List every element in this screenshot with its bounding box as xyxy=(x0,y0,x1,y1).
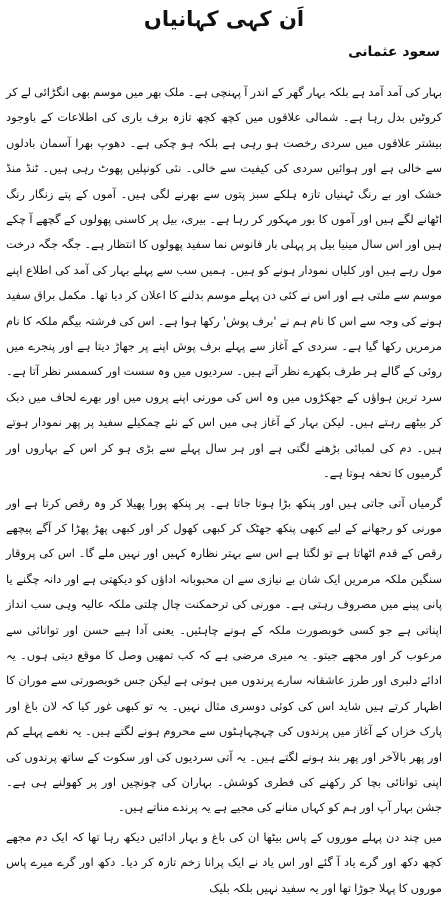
article-paragraph: گرمیاں آتی جاتی ہیں اور پنکھ بڑا ہوتا جاتا ہے۔ پر پنکھ پورا پھیلا کر وہ رقص کرتا ہے اور مورنی کو رجھانے کے لیے کبھی پنکھ جھٹک کر کبھی کھول کر اور کبھی پھڑ پھڑا کر آگے پیچھے رقص کے قدم اٹھاتا ہے تو لگتا ہے اس سے بہتر نظارہ کہیں اور نہیں ملے گا۔ اس کی پروقار سنگین ملکہ مرمریں ایک شان بے نیازی سے ان محبوبانہ اداؤں کو دیکھتی ہے اور دانہ چگنے یا پانی پینے میں مصروف رہتی ہے۔ مورنی کی ترحمکنت چال چلتی ملکہ عالیہ وہی سب انداز اپناتی ہے جو کسی خوبصورت ملکہ کے ہونے چاہئیں۔ یعنی آدا ہیے حسن اور توانائی سے مرعوب کر اور مجھے جیتو۔ یہ میری مرضی ہے کہ کب تمھیں وصل کا موقع دیتی ہوں۔ یہ ادائے دلبری اور طرز عاشقانہ سارے پرندوں میں ہوتی ہے لیکن جس خوبصورتی سے موران کا اظہار کرتے ہیں شاید اس کی کوئی دوسری مثال نہیں۔ یہ تو کبھی غور کیا کہ لان باغ اور پارک خزاں کے آغاز میں پرندوں کی چہچہاہٹوں سے محروم ہونے لگتے ہیں۔ یہ نغمے پہلے کم اور پھر بالآخر اور پھر بند ہونے لگتے ہیں۔ یہ آتی سردیوں کی اور سکوت کے ساتھ پرندوں کی اپنی توانائی بچا کر رکھنے کی فطری کوشش۔ بہاران کی چونچیں اور پر کھولنے ہی ہے۔ جشن بہار آپ اور ہم کو کہاں منانے کی مجیے ہے یہ پرندے مناتے ہیں۔ xyxy=(6,495,442,815)
article-paragraph: بہار کی آمد آمد ہے بلکہ بہار گھر کے اندر آ پہنچی ہے۔ ملک بھر میں موسم بھی انگڑائی لے کر کروٹیں بدل رہا ہے۔ شمالی علاقوں میں کچھ کچھ تازہ برف باری کی اطلاعات کے باوجود بیشتر علاقوں میں سردی رخصت ہو رہی ہے بلکہ ہو چکی ہے۔ دھوپ بھرا آسمان بادلوں سے خالی ہے اور ہوائیں سردی کی کیفیت سے خالی۔ نئی کونپلیں پھوٹ رہی ہیں۔ ٹنڈ منڈ خشک اور بے رنگ ٹہنیاں تازہ ہلکے سبز پتوں سے بھرنے لگی ہیں۔ آموں کے پتے زنگار رنگ اٹھانے لگے ہیں اور آموں کا بور مہکور کر رہا ہے۔ بیری، بیل پر کاسنی پھولوں کے گچھے آ چکے ہیں اور اس سال مینیا بیل پر پہلی بار فانوس نما سفید پھولوں کا انتظار ہے۔ جگہ جگہ درخت مول رہے ہیں اور کلیاں نمودار ہونے کو ہیں۔ ہمیں سب سے پہلے بہار کی آمد کی اطلاع اپنے موسم سے ملتی ہے اور اس نے کئی دن پہلے موسم بدلنے کا اعلان کر دیا تھا۔ مکمل براق سفید ہونے کی وجہ سے اس کا نام ہم نے 'برف پوش' رکھا ہوا ہے۔ اس کی فرشتہ بیگم ملکہ کا نام مرمریں رکھا گیا ہے۔ سردی کے آغاز سے پہلے برف پوش اپنے پر جھاڑ دیتا ہے اور پنجرے میں روئی کے گالے ہر طرف بکھرے نظر آتے ہیں۔ سردیوں میں وہ سست اور کسمسر نظر آتا ہے۔ سرد ترین ہواؤں کے جھکڑوں میں وہ اس کی مورنی اپنے پروں میں اور بھرے لحاف میں دبک کر بیٹھے رہتے ہیں۔ لیکن بہار کے آغاز ہی میں اس کے نئے چمکیلے سفید پر پھر نمودار ہوتے ہیں۔ دم کی لمبائی بڑھنے لگتی ہے اور ہر سال پہلے سے بڑی ہو کر اس کے بہاروں اور گرمیوں کا تحفہ ہوتا ہے۔ xyxy=(6,85,442,481)
article-paragraph: میں چند دن پہلے موروں کے پاس بیٹھا ان کی باغ و بہار ادائیں دیکھ رہا تھا کہ ایک دم مجھے کچھ دکھ اور گرے یاد آ گئے اور اس یاد نے ایک پرانا زخم تازہ کر دیا۔ دکھ اور گرے میرے پاس موروں کا پہلا جوڑا تھا اور یہ سفید نہیں بلکہ بلیک xyxy=(6,829,442,895)
article xyxy=(6,4,442,895)
author-name: سعود عثمانی xyxy=(348,44,440,60)
article-title: اَن کہی کہانیاں xyxy=(143,7,305,31)
